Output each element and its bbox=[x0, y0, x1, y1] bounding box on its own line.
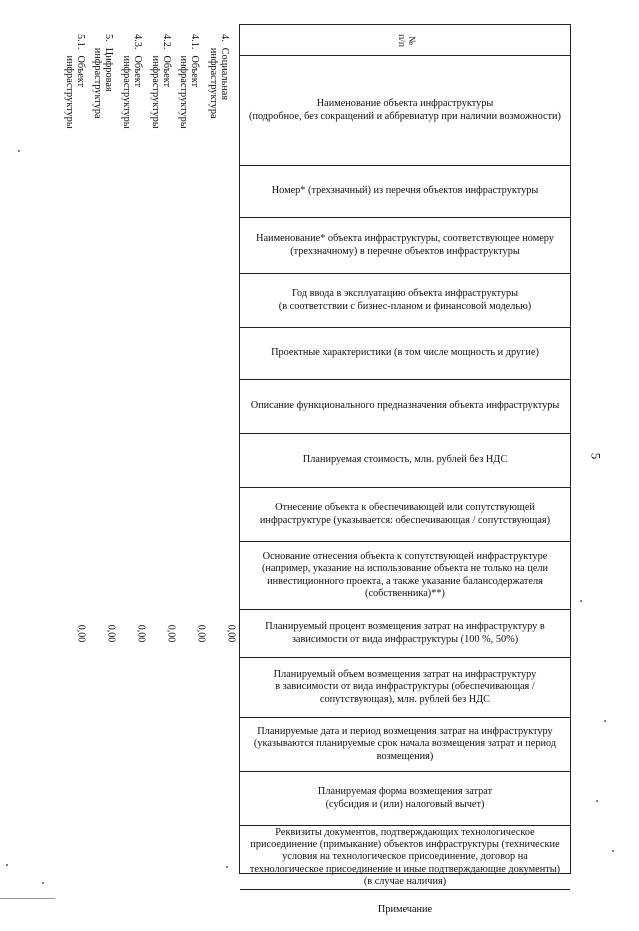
row-number: 4.1. bbox=[189, 34, 200, 50]
scan-speck bbox=[42, 882, 44, 884]
row-volume-value: 0,00 bbox=[165, 624, 177, 643]
scan-speck bbox=[226, 866, 228, 868]
header-cell-name bbox=[240, 55, 570, 165]
header-label-basis: Основание отнесения объекта к сопутствующей инфраструктуре (например, указание на использование объекта не только на цели инвестиционного проекта, а также указание балансодержателя (собственника)**) bbox=[261, 550, 549, 599]
row-number: 4. bbox=[219, 34, 230, 42]
header-label-cost: Планируемая стоимость, млн. рублей без НДС bbox=[302, 454, 508, 466]
header-label-year: Год ввода в эксплуатацию объекта инфраструктуры (в соответствии с бизнес-планом и финансовой моделью) bbox=[278, 288, 532, 312]
header-label-list_number: Номер* (трехзначный) из перечня объектов инфраструктуры bbox=[271, 185, 539, 197]
row-number: 5.1. bbox=[75, 34, 86, 50]
row-number: 4.3. bbox=[132, 34, 143, 50]
row-volume-value: 0,00 bbox=[75, 624, 87, 643]
table-row bbox=[200, 34, 230, 144]
row-name: Цифровая инфраструктура bbox=[91, 47, 114, 119]
table-row bbox=[56, 34, 86, 144]
table-row bbox=[113, 34, 143, 144]
row-volume-value: 0,00 bbox=[225, 624, 237, 643]
header-cell-note bbox=[240, 889, 570, 931]
row-name: Социальная инфраструктура bbox=[207, 47, 230, 119]
header-label-purpose: Описание функционального предназначения объекта инфраструктуры bbox=[250, 400, 560, 412]
header-cell-basis bbox=[240, 541, 570, 609]
scan-speck bbox=[612, 850, 614, 852]
row-name: Объект инфраструктуры bbox=[149, 55, 172, 129]
header-cell-characteristics bbox=[240, 327, 570, 379]
header-label-docs: Реквизиты документов, подтверждающих технологическое присоединение (примыкание) объектов инфраструктуры (технические условия на технологическое присоединение, договор на технологическое присоединение и иные подтверждающие документы) (в случае наличия) bbox=[249, 826, 561, 888]
header-cell-dates bbox=[240, 717, 570, 771]
header-label-note: Примечание bbox=[377, 904, 433, 916]
header-cell-num bbox=[240, 25, 570, 55]
header-cell-cost bbox=[240, 433, 570, 487]
row-name: Объект инфраструктуры bbox=[120, 55, 143, 129]
row-volume-value: 0,00 bbox=[135, 624, 147, 643]
page-number: 5 bbox=[588, 452, 604, 460]
row-volume-value: 0,00 bbox=[105, 624, 117, 643]
table-row bbox=[142, 34, 172, 144]
table-row bbox=[170, 34, 200, 144]
header-label-characteristics: Проектные характеристики (в том числе мощность и другие) bbox=[271, 347, 539, 359]
header-label-dates: Планируемые дата и период возмещения затрат на инфраструктуру (указываются планируемые срок начала возмещения затрат и период возмещения) bbox=[253, 725, 557, 762]
header-cell-volume bbox=[240, 657, 570, 717]
scan-speck bbox=[604, 720, 606, 722]
row-volume-value: 0,00 bbox=[195, 624, 207, 643]
row-name: Объект инфраструктуры bbox=[63, 55, 86, 129]
row-name: Объект инфраструктуры bbox=[177, 55, 200, 129]
table-header-rotated bbox=[239, 24, 571, 916]
header-label-name: Наименование объекта инфраструктуры (подробное, без сокращений и аббревиатур при наличии возможности) bbox=[249, 98, 561, 122]
header-cell-purpose bbox=[240, 379, 570, 433]
header-label-list_name: Наименование* объекта инфраструктуры, соответствующее номеру (трехзначному) в перечне объектов инфраструктуры bbox=[256, 233, 554, 257]
header-cell-type bbox=[240, 487, 570, 541]
header-cell-percent bbox=[240, 609, 570, 657]
row-number: 5. bbox=[103, 34, 114, 42]
header-cell-list_number bbox=[240, 165, 570, 217]
scan-speck bbox=[6, 864, 8, 866]
header-label-num: № п/п bbox=[396, 33, 416, 47]
table-row bbox=[84, 34, 114, 144]
scan-speck bbox=[580, 600, 582, 602]
header-cell-year bbox=[240, 273, 570, 327]
header-label-percent: Планируемый процент возмещения затрат на инфраструктуру в зависимости от вида инфраструктуры (100 %, 50%) bbox=[265, 621, 545, 645]
scan-edge-line bbox=[0, 898, 55, 899]
row-number: 4.2. bbox=[161, 34, 172, 50]
header-cell-form bbox=[240, 771, 570, 825]
scan-speck bbox=[18, 150, 20, 152]
header-label-type: Отнесение объекта к обеспечивающей или сопутствующей инфраструктуре (указывается: обеспечивающая / сопутствующая) bbox=[259, 502, 551, 526]
header-cell-docs bbox=[240, 825, 570, 889]
header-cell-list_name bbox=[240, 217, 570, 273]
header-label-volume: Планируемый объем возмещения затрат на инфраструктуру в зависимости от вида инфраструктуры (обеспечивающая / сопутствующая), млн. рублей без НДС bbox=[273, 668, 537, 705]
scan-speck bbox=[596, 800, 598, 802]
header-label-form: Планируемая форма возмещения затрат (субсидия и (или) налоговый вычет) bbox=[317, 786, 493, 810]
